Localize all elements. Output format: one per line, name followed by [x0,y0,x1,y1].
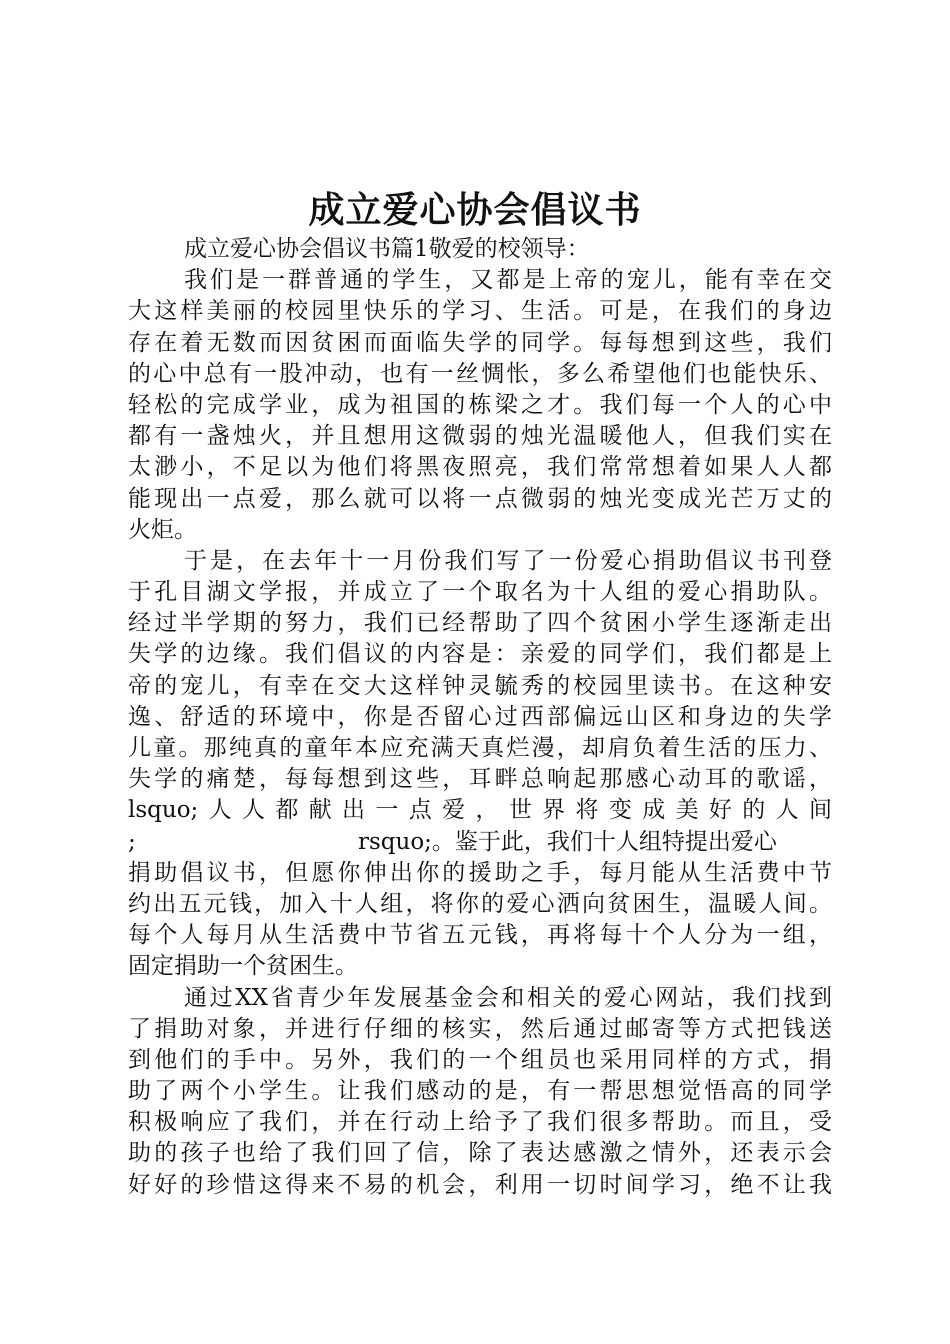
text-line: 约出五元钱，加入十人组，将你的爱心洒向贫困生，温暖人间。 [128,890,832,917]
text-line: 于孔目湖文学报，并成立了一个取名为十人组的爱心捐助队。 [128,579,832,606]
text-line: 我们是一群普通的学生，又都是上帝的宠儿，能有幸在交 [184,267,832,294]
text-line: lsquo;人人都献出一点爱，世界将变成美好的人间 [128,797,832,824]
text-line: 助的孩子也给了我们回了信，除了表达感激之情外，还表示会 [128,1140,832,1167]
text-line: 儿童。那纯真的童年本应充满天真烂漫，却肩负着生活的压力、 [128,735,832,761]
text-line: 失学的边缘。我们倡议的内容是：亲爱的同学们，我们都是上 [128,641,832,668]
text-fragment: ; [128,828,136,855]
text-line: 每个人每月从生活费中节省五元钱，再将每十个人分为一组， [128,922,832,949]
text-line: 的心中总有一股冲动，也有一丝惆怅，多么希望他们也能快乐、 [128,360,832,387]
document-title: 成立爱心协会倡议书 [308,189,642,231]
text-line: 捐助倡议书，但愿你伸出你的援助之手，每月能从生活费中节 [128,859,832,886]
text-line: 通过XX省青少年发展基金会和相关的爱心网站，我们找到 [184,984,832,1011]
text-line: 经过半学期的努力，我们已经帮助了四个贫困小学生逐渐走出 [128,610,832,637]
text-line [128,827,832,858]
document-body [128,234,832,1201]
text-line: 火炬。 [128,516,197,543]
text-line: 太渺小，不足以为他们将黑夜照亮，我们常常想着如果人人都 [128,454,832,481]
text-line: 好好的珍惜这得来不易的机会，利用一切时间学习，绝不让我 [128,1171,832,1198]
text-line: 存在着无数而因贫困而面临失学的同学。每每想到这些，我们 [128,329,832,356]
text-line: 帝的宠儿，有幸在交大这样钟灵毓秀的校园里读书。在这种安 [128,672,832,699]
text-line: 都有一盏烛火，并且想用这微弱的烛光温暖他人，但我们实在 [128,423,832,450]
text-line: 助了两个小学生。让我们感动的是，有一帮思想觉悟高的同学 [128,1078,832,1105]
text-line: 逸、舒适的环境中，你是否留心过西部偏远山区和身边的失学 [128,703,832,730]
text-line: 成立爱心协会倡议书篇1敬爱的校领导： [184,236,590,262]
text-line: 固定捐助一个贫困生。 [128,953,358,980]
text-line: 积极响应了我们，并在行动上给予了我们很多帮助。而且，受 [128,1109,832,1136]
text-line: 失学的痛楚，每每想到这些，耳畔总响起那感心动耳的歌谣， [128,766,832,793]
text-line: 轻松的完成学业，成为祖国的栋梁之才。我们每一个人的心中 [128,391,832,418]
text-fragment: rsquo;。鉴于此，我们十人组特提出爱心 [358,828,777,855]
text-line: 大这样美丽的校园里快乐的学习、生活。可是，在我们的身边 [128,298,832,325]
text-line: 到他们的手中。另外，我们的一个组员也采用同样的方式，捐 [128,1046,832,1073]
text-line: 了捐助对象，并进行仔细的核实，然后通过邮寄等方式把钱送 [128,1015,832,1042]
text-line: 能现出一点爱，那么就可以将一点微弱的烛光变成光芒万丈的 [128,485,832,512]
text-line: 于是，在去年十一月份我们写了一份爱心捐助倡议书刊登 [184,547,832,574]
